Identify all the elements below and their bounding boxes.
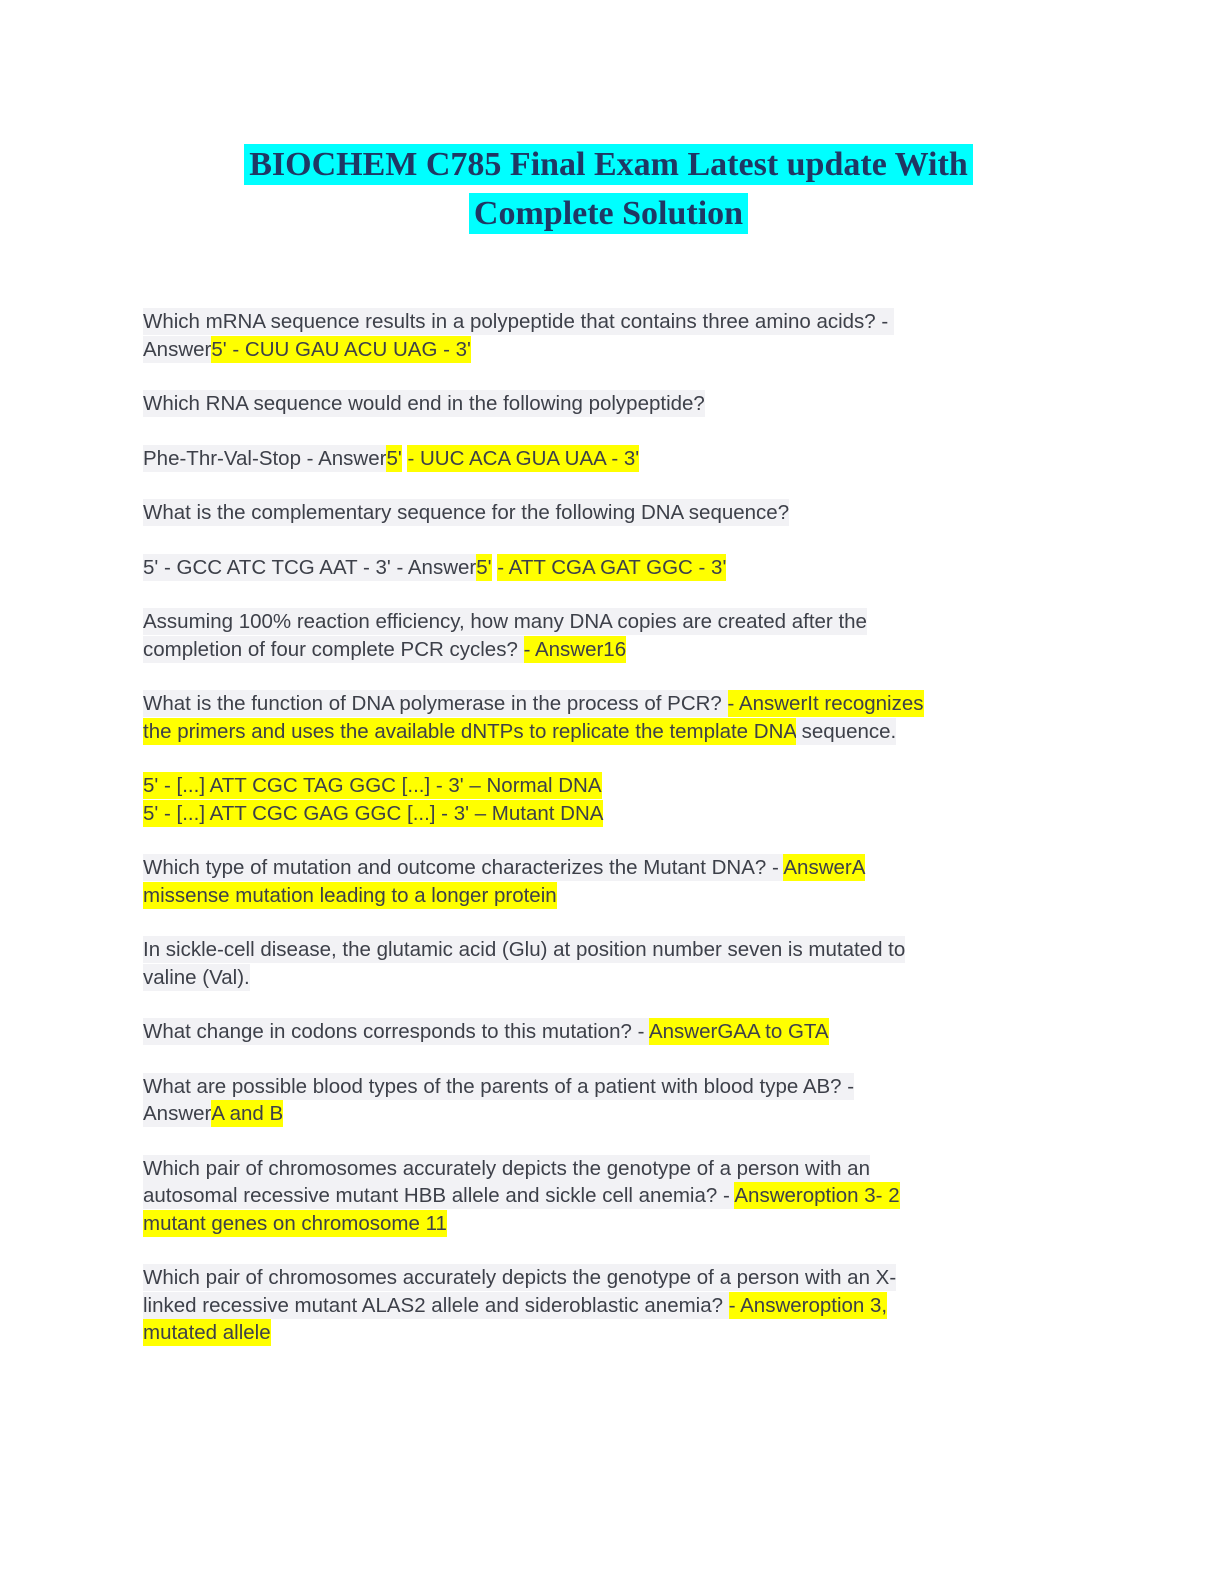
title-highlight: Complete Solution bbox=[469, 193, 748, 234]
answer-highlight: missense mutation leading to a longer protein bbox=[143, 883, 557, 907]
document-title bbox=[143, 143, 1074, 241]
qa-line bbox=[143, 1100, 1038, 1128]
title-highlight: BIOCHEM C785 Final Exam Latest update With bbox=[244, 144, 972, 185]
question-text: Which pair of chromosomes accurately depicts the genotype of a person with an X- bbox=[143, 1266, 897, 1289]
qa-paragraph bbox=[143, 445, 1038, 473]
question-text: valine (Val). bbox=[143, 965, 250, 989]
qa-line bbox=[143, 554, 1038, 582]
question-text: What are possible blood types of the parents of a patient with blood type AB? - bbox=[143, 1074, 855, 1098]
qa-line bbox=[143, 1210, 1038, 1238]
question-text: What change in codons corresponds to this mutation? - bbox=[143, 1020, 649, 1043]
question-text: completion of four complete PCR cycles? bbox=[143, 637, 524, 661]
qa-paragraph bbox=[143, 390, 1038, 418]
qa-paragraph bbox=[143, 1155, 1038, 1238]
answer-highlight: 5' - CUU GAU ACU UAG - 3' bbox=[211, 337, 471, 361]
answer-highlight: 5' - [...] ATT CGC TAG GGC [...] - 3' – Normal DNA bbox=[143, 774, 602, 797]
qa-paragraph bbox=[143, 1073, 1038, 1128]
qa-paragraph bbox=[143, 499, 1038, 527]
qa-paragraph bbox=[143, 772, 1038, 827]
qa-line bbox=[143, 1319, 1038, 1347]
question-text: What is the complementary sequence for the following DNA sequence? bbox=[143, 501, 790, 524]
qa-content bbox=[143, 308, 1038, 1347]
qa-line bbox=[143, 800, 1038, 828]
qa-paragraph bbox=[143, 936, 1038, 991]
question-text: Answer bbox=[143, 337, 212, 361]
question-text: Assuming 100% reaction efficiency, how many DNA copies are created after the bbox=[143, 610, 867, 633]
qa-line bbox=[143, 936, 1038, 964]
answer-highlight: 5' bbox=[386, 446, 402, 470]
qa-paragraph bbox=[143, 690, 1038, 745]
answer-highlight: the primers and uses the available dNTPs to replicate the template DNA bbox=[143, 719, 796, 743]
qa-line bbox=[143, 882, 1038, 910]
qa-line bbox=[143, 1292, 1038, 1320]
qa-line bbox=[143, 308, 1038, 336]
question-text: 5' - GCC ATC TCG AAT - 3' - Answer bbox=[143, 555, 477, 579]
question-text: autosomal recessive mutant HBB allele and sickle cell anemia? - bbox=[143, 1184, 735, 1207]
qa-line bbox=[143, 854, 1038, 882]
answer-highlight: 5' - [...] ATT CGC GAG GGC [...] - 3' – Mutant DNA bbox=[143, 801, 604, 825]
question-text: Which type of mutation and outcome characterizes the Mutant DNA? - bbox=[143, 856, 784, 879]
qa-line bbox=[143, 772, 1038, 800]
title-line-2 bbox=[143, 192, 1074, 241]
answer-highlight: mutant genes on chromosome 11 bbox=[143, 1211, 447, 1235]
question-text: Which RNA sequence would end in the following polypeptide? bbox=[143, 392, 705, 415]
answer-highlight: - Answeroption 3, bbox=[728, 1293, 888, 1317]
answer-highlight: - AnswerIt recognizes bbox=[727, 692, 924, 715]
answer-highlight: A and B bbox=[211, 1102, 284, 1125]
qa-paragraph bbox=[143, 1264, 1038, 1347]
qa-line bbox=[143, 1018, 1038, 1046]
question-text: In sickle-cell disease, the glutamic acid (Glu) at position number seven is mutated to bbox=[143, 938, 906, 961]
qa-line bbox=[143, 1264, 1038, 1292]
qa-line bbox=[143, 445, 1038, 473]
qa-paragraph bbox=[143, 308, 1038, 363]
answer-highlight: AnswerA bbox=[783, 856, 866, 879]
question-text: What is the function of DNA polymerase in the process of PCR? bbox=[143, 692, 728, 715]
answer-highlight: - UUC ACA GUA UAA - 3' bbox=[407, 446, 640, 470]
qa-line bbox=[143, 964, 1038, 992]
question-text: Answer bbox=[143, 1102, 212, 1125]
qa-line bbox=[143, 1073, 1038, 1101]
qa-paragraph bbox=[143, 1018, 1038, 1046]
qa-line bbox=[143, 690, 1038, 718]
question-text: Phe-Thr-Val-Stop - Answer bbox=[143, 446, 387, 470]
qa-line bbox=[143, 1182, 1038, 1210]
qa-line bbox=[143, 1155, 1038, 1183]
answer-highlight: mutated allele bbox=[143, 1321, 271, 1344]
qa-line bbox=[143, 718, 1038, 746]
answer-highlight: Answeroption 3- 2 bbox=[734, 1184, 900, 1207]
answer-highlight: - Answer16 bbox=[523, 637, 627, 661]
qa-line bbox=[143, 636, 1038, 664]
question-text: sequence. bbox=[795, 719, 897, 743]
qa-paragraph bbox=[143, 608, 1038, 663]
answer-highlight: AnswerGAA to GTA bbox=[648, 1020, 829, 1043]
qa-paragraph bbox=[143, 854, 1038, 909]
qa-line bbox=[143, 390, 1038, 418]
qa-paragraph bbox=[143, 554, 1038, 582]
question-text: Which pair of chromosomes accurately depicts the genotype of a person with an bbox=[143, 1156, 870, 1180]
qa-line bbox=[143, 336, 1038, 364]
title-line-1 bbox=[143, 143, 1074, 192]
qa-line bbox=[143, 499, 1038, 527]
question-text: Which mRNA sequence results in a polypeptide that contains three amino acids? - bbox=[143, 310, 894, 333]
question-text: linked recessive mutant ALAS2 allele and sideroblastic anemia? bbox=[143, 1293, 729, 1317]
answer-highlight: 5' bbox=[476, 555, 492, 579]
answer-highlight: - ATT CGA GAT GGC - 3' bbox=[497, 555, 727, 579]
qa-line bbox=[143, 608, 1038, 636]
